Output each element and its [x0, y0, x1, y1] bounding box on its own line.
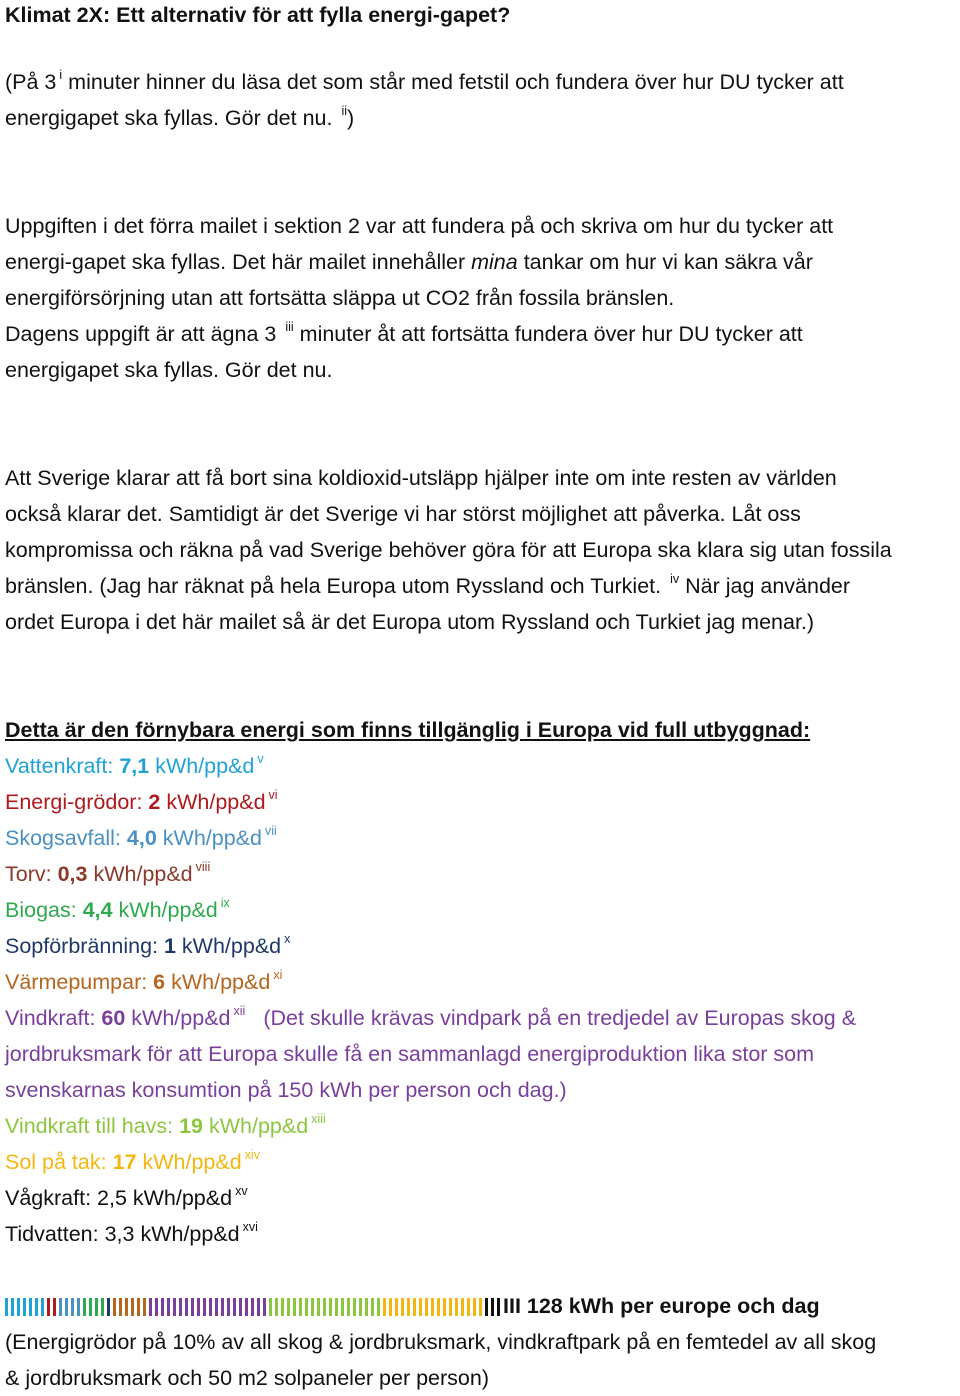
footnote-ref[interactable]: vi [268, 788, 278, 802]
energy-bar-segment [269, 1298, 272, 1316]
energy-source-label: Vattenkraft: [5, 754, 120, 778]
energy-source-value: 17 [112, 1150, 137, 1174]
energy-bar-segment [263, 1298, 266, 1316]
energy-bar-segment [215, 1298, 218, 1316]
paragraph-text: tankar om hur vi kan säkra vår [523, 250, 813, 274]
energy-bar-segment [395, 1298, 398, 1316]
energy-source-item [5, 892, 230, 928]
energy-bar-segment [485, 1298, 488, 1316]
energy-bar-segment [389, 1298, 392, 1316]
energy-bar-segment [227, 1298, 230, 1316]
energy-source-label: Vindkraft till havs: [5, 1114, 180, 1138]
energy-source-value: 0,3 [57, 862, 88, 886]
footnote-ref[interactable]: x [284, 932, 291, 946]
energy-bar-segment [275, 1298, 278, 1316]
energy-bar-segment [125, 1298, 128, 1316]
energy-bar-segment [407, 1298, 410, 1316]
energy-source-item [5, 1180, 248, 1216]
footnote-ref[interactable]: ii [341, 104, 348, 118]
energy-source-label: Värmepumpar: [5, 970, 154, 994]
document-title: Klimat 2X: Ett alternativ för att fylla energi-gapet? [5, 3, 511, 27]
energy-source-unit: kWh/pp&d [203, 1114, 309, 1138]
energy-source-value: 19 [179, 1114, 203, 1138]
energy-bar-segment [491, 1298, 494, 1316]
energy-bar-segment [131, 1298, 134, 1316]
energy-bar-segment [161, 1298, 164, 1316]
summary-bar-line [5, 1288, 820, 1324]
intro-text: ) [347, 106, 355, 130]
paragraph-text: bränslen. (Jag har räknat på hela Europa utom Ryssland och Turkiet. [5, 574, 662, 598]
energy-source-value: 1 [163, 934, 176, 958]
footnote-ref[interactable]: vii [264, 824, 277, 838]
summary-line-2: (Energigrödor på 10% av all skog & jordbruksmark, vindkraftpark på en femtedel av all skog [5, 1330, 877, 1354]
energy-source-item [5, 1144, 260, 1180]
energy-bar-segment [413, 1298, 416, 1316]
energy-heading: Detta är den förnybara energi som finns tillgänglig i Europa vid full utbyggnad: [5, 718, 811, 742]
energy-bar-segment [401, 1298, 404, 1316]
energy-source-unit: kWh/pp&d [87, 862, 193, 886]
energy-source-unit: kWh/pp&d [136, 1150, 242, 1174]
summary-total: III 128 kWh per europe och dag [503, 1294, 820, 1318]
energy-bar-segment [173, 1298, 176, 1316]
energy-source-value: 2,5 [97, 1186, 127, 1210]
energy-bar-segment [281, 1298, 284, 1316]
energy-bar-segment [329, 1298, 332, 1316]
energy-bar-segment [89, 1298, 92, 1316]
energy-bar-segment [233, 1298, 236, 1316]
energy-bar-segment [305, 1298, 308, 1316]
energy-bar-segment [311, 1298, 314, 1316]
energy-bar-segment [47, 1298, 50, 1316]
energy-bar-segment [377, 1298, 380, 1316]
energy-bar-segment [113, 1298, 116, 1316]
energy-bar-segment [437, 1298, 440, 1316]
energy-bar-segment [299, 1298, 302, 1316]
energy-bar-segment [23, 1298, 26, 1316]
energy-bar-segment [191, 1298, 194, 1316]
paragraph-text: När jag använder [685, 574, 851, 598]
paragraph-text: Dagens uppgift är att ägna 3 [5, 322, 277, 346]
energy-bar-segment [197, 1298, 200, 1316]
footnote-ref[interactable]: xiv [244, 1148, 260, 1162]
energy-bar-segment [431, 1298, 434, 1316]
energy-source-unit: kWh/pp&d [112, 898, 218, 922]
energy-bar-segment [383, 1298, 386, 1316]
section2-line-4 [5, 316, 803, 352]
energy-source-value: 7,1 [119, 754, 150, 778]
footnote-ref[interactable]: iii [285, 320, 294, 334]
energy-source-item [5, 748, 264, 784]
section3-line-2: också klarar det. Samtidigt är det Sverige vi har störst möjlighet att påverka. Låt oss [5, 502, 801, 526]
energy-bar-segment [341, 1298, 344, 1316]
energy-source-item [5, 1108, 326, 1144]
energy-bar-segment [443, 1298, 446, 1316]
energy-source-item [5, 1216, 258, 1252]
energy-source-note: svenskarnas konsumtion på 150 kWh per person och dag.) [5, 1078, 567, 1102]
energy-bar-segment [101, 1298, 104, 1316]
energy-source-label: Biogas: [5, 898, 83, 922]
footnote-ref[interactable]: xiii [311, 1112, 326, 1126]
energy-source-item [5, 964, 282, 1000]
energy-source-unit: kWh/pp&d [156, 826, 262, 850]
intro-text: (På 3 [5, 70, 57, 94]
energy-bar-segment [449, 1298, 452, 1316]
energy-bar-segment [473, 1298, 476, 1316]
energy-source-unit: kWh/pp&d [160, 790, 266, 814]
footnote-ref[interactable]: xii [233, 1004, 246, 1018]
energy-source-unit: kWh/pp&d [125, 1006, 231, 1030]
energy-source-item [5, 820, 277, 856]
energy-bar-segment [365, 1298, 368, 1316]
energy-source-label: Vågkraft: [5, 1186, 98, 1210]
energy-bar-segment [371, 1298, 374, 1316]
energy-bar-segment [41, 1298, 44, 1316]
section2-line-3: energiförsörjning utan att fortsätta släppa ut CO2 från fossila bränslen. [5, 286, 675, 310]
energy-bar-segment [479, 1298, 482, 1316]
energy-source-value: 4,4 [82, 898, 113, 922]
energy-source-value: 2 [148, 790, 161, 814]
energy-bar-segment [239, 1298, 242, 1316]
energy-source-label: Tidvatten: [5, 1222, 105, 1246]
paragraph-text: Det här mailet innehåller [232, 250, 466, 274]
energy-bar-segment [467, 1298, 470, 1316]
section2-line-5: energigapet ska fyllas. Gör det nu. [5, 358, 333, 382]
energy-bar-segment [65, 1298, 68, 1316]
energy-bar-segment [167, 1298, 170, 1316]
energy-bar-segment [455, 1298, 458, 1316]
energy-bar-segment [221, 1298, 224, 1316]
energy-bar-segment [179, 1298, 182, 1316]
energy-bar-segment [425, 1298, 428, 1316]
intro-line-1 [5, 64, 844, 100]
energy-source-item [5, 856, 210, 892]
energy-bar-segment [203, 1298, 206, 1316]
footnote-ref[interactable]: i [59, 68, 63, 82]
energy-bar-segment [335, 1298, 338, 1316]
energy-source-unit: kWh/pp&d [126, 1186, 233, 1210]
energy-source-item [5, 784, 278, 820]
energy-bar-segment [71, 1298, 74, 1316]
energy-source-label: Sol på tak: [5, 1150, 113, 1174]
energy-bar-segment [497, 1298, 500, 1316]
energy-bar-segment [155, 1298, 158, 1316]
paragraph-text: minuter åt att fortsätta fundera över hur DU tycker att [299, 322, 803, 346]
energy-bar-segment [353, 1298, 356, 1316]
energy-bar-segment [83, 1298, 86, 1316]
intro-text: energigapet ska fyllas. Gör det nu. [5, 106, 333, 130]
energy-bar-segment [35, 1298, 38, 1316]
energy-bar-segment [119, 1298, 122, 1316]
energy-bar-segment [209, 1298, 212, 1316]
energy-bar-segment [251, 1298, 254, 1316]
energy-source-note: jordbruksmark för att Europa skulle få en sammanlagd energiproduktion lika stor som [5, 1042, 815, 1066]
energy-source-label: Vindkraft: [5, 1006, 102, 1030]
energy-source-label: Torv: [5, 862, 58, 886]
energy-bar-segment [293, 1298, 296, 1316]
energy-bar-segment [5, 1298, 8, 1316]
paragraph-text: energi-gapet ska fyllas. [5, 250, 227, 274]
energy-bar-segment [287, 1298, 290, 1316]
footnote-ref[interactable]: v [257, 752, 264, 766]
energy-bar-segment [29, 1298, 32, 1316]
energy-bar-segment [323, 1298, 326, 1316]
energy-bar-segment [59, 1298, 62, 1316]
energy-bar-segment [17, 1298, 20, 1316]
energy-source-unit: kWh/pp&d [134, 1222, 240, 1246]
energy-source-value: 60 [101, 1006, 126, 1030]
intro-text: minuter hinner du läsa det som står med fetstil och fundera över hur DU tycker att [68, 70, 844, 94]
energy-source-value: 4,0 [126, 826, 157, 850]
energy-bar-segment [107, 1298, 110, 1316]
energy-source-unit: kWh/pp&d [165, 970, 271, 994]
section3-line-1: Att Sverige klarar att få bort sina koldioxid-utsläpp hjälper inte om inte resten av världen [5, 466, 837, 490]
footnote-ref[interactable]: ix [220, 896, 230, 910]
footnote-ref[interactable]: xv [235, 1184, 248, 1198]
energy-bar-segment [317, 1298, 320, 1316]
energy-source-value: 6 [153, 970, 166, 994]
energy-bar-segment [419, 1298, 422, 1316]
energy-source-item [5, 1000, 856, 1036]
section3-line-4 [5, 568, 850, 604]
energy-bar-segment [11, 1298, 14, 1316]
energy-source-label: Skogsavfall: [5, 826, 127, 850]
energy-source-unit: kWh/pp&d [175, 934, 282, 958]
summary-line-3: & jordbruksmark och 50 m2 solpaneler per person) [5, 1366, 489, 1390]
energy-bar-segment [137, 1298, 140, 1316]
section3-line-3: kompromissa och räkna på vad Sverige behöver göra för att Europa ska klara sig utan fossila [5, 538, 892, 562]
energy-bar-segment [347, 1298, 350, 1316]
energy-bar-segment [461, 1298, 464, 1316]
energy-bar-visual [5, 1298, 503, 1318]
energy-bar-segment [257, 1298, 260, 1316]
energy-source-unit: kWh/pp&d [149, 754, 255, 778]
energy-bar-segment [95, 1298, 98, 1316]
footnote-ref[interactable]: xvi [242, 1220, 258, 1234]
energy-source-item [5, 928, 290, 964]
energy-source-value: 3,3 [104, 1222, 135, 1246]
energy-bar-segment [149, 1298, 152, 1316]
energy-bar-segment [53, 1298, 56, 1316]
energy-source-label: Energi-grödor: [5, 790, 149, 814]
footnote-ref[interactable]: viii [195, 860, 211, 874]
energy-source-note: (Det skulle krävas vindpark på en tredjedel av Europas skog & [263, 1006, 857, 1030]
energy-bar-segment [359, 1298, 362, 1316]
section2-line-2 [5, 244, 813, 280]
footnote-ref[interactable]: xi [273, 968, 283, 982]
footnote-ref[interactable]: iv [670, 572, 680, 586]
energy-bar-segment [143, 1298, 146, 1316]
energy-bar-segment [245, 1298, 248, 1316]
section2-line-1: Uppgiften i det förra mailet i sektion 2 var att fundera på och skriva om hur du tycker att [5, 214, 834, 238]
section3-line-5: ordet Europa i det här mailet så är det Europa utom Ryssland och Turkiet jag menar.) [5, 610, 815, 634]
emphasis-text: mina [471, 250, 518, 274]
energy-bar-segment [185, 1298, 188, 1316]
intro-line-2 [5, 100, 354, 136]
energy-bar-segment [77, 1298, 80, 1316]
energy-source-label: Sopförbränning: [5, 934, 164, 958]
